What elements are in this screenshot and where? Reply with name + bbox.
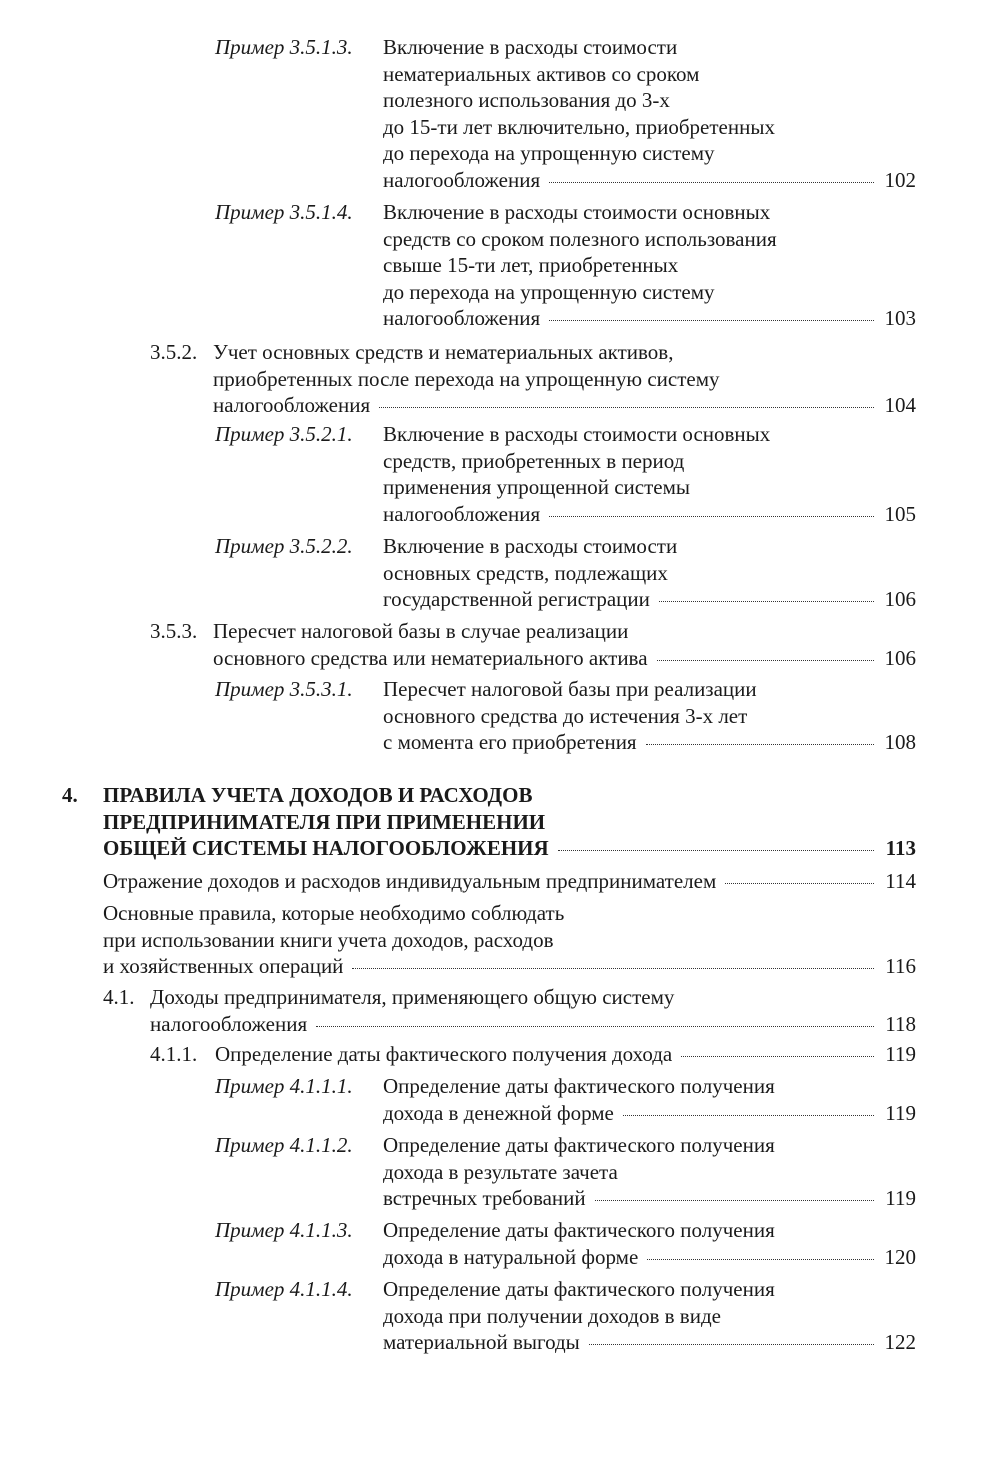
entry-leader-line bbox=[383, 1329, 916, 1356]
entry-title-line: Включение в расходы стоимости bbox=[383, 534, 678, 558]
entry-title-line: налогообложения bbox=[150, 1011, 308, 1036]
entry-title-line: Определение даты фактического получения bbox=[383, 1133, 775, 1157]
entry-leader-line bbox=[383, 501, 916, 528]
dot-leader bbox=[316, 1026, 874, 1027]
entry-title-line: Основные правила, которые необходимо соблюдать bbox=[103, 901, 565, 925]
entry-label: 4.1. bbox=[103, 985, 135, 1009]
dot-leader bbox=[681, 1056, 874, 1057]
entry-leader-line bbox=[215, 1041, 916, 1068]
entry-title-line: до перехода на упрощенную систему bbox=[383, 279, 715, 304]
entry-title-line: Включение в расходы стоимости основных bbox=[383, 422, 771, 446]
entry-label: Пример 4.1.1.2. bbox=[215, 1133, 353, 1157]
entry-leader-line bbox=[383, 1185, 916, 1212]
entry-title-line: и хозяйственных операций bbox=[103, 954, 344, 978]
entry-title-line: нематериальных активов со сроком bbox=[383, 61, 700, 86]
dot-leader bbox=[558, 850, 874, 851]
entry-title-line: основного средства или нематериального актива bbox=[213, 645, 648, 670]
entry-title-line: Определение даты фактического получения дохода bbox=[215, 1042, 673, 1066]
page-number: 102 bbox=[884, 167, 916, 192]
dot-leader bbox=[549, 320, 874, 321]
page-number: 104 bbox=[884, 393, 916, 417]
chapter-title-line: ПРЕДПРИНИМАТЕЛЯ ПРИ ПРИМЕНЕНИИ bbox=[103, 809, 546, 834]
entry-title-line: Пересчет налоговой базы в случае реализации bbox=[213, 619, 629, 643]
entry-title-line: средств, приобретенных в период bbox=[383, 448, 685, 473]
chapter-number: 4. bbox=[62, 783, 78, 807]
chapter-title-line: ПРАВИЛА УЧЕТА ДОХОДОВ И РАСХОДОВ bbox=[103, 783, 533, 807]
dot-leader bbox=[549, 182, 874, 183]
entry-title-line: государственной регистрации bbox=[383, 587, 650, 611]
entry-title-line: налогообложения bbox=[383, 306, 541, 330]
dot-leader bbox=[647, 1259, 874, 1260]
entry-title-line: средств со сроком полезного использования bbox=[383, 226, 777, 251]
page-number: 119 bbox=[885, 1186, 916, 1210]
page-number: 113 bbox=[885, 836, 916, 860]
dot-leader bbox=[725, 883, 874, 884]
entry-title-line: материальной выгоды bbox=[383, 1330, 580, 1354]
entry-title-line: Учет основных средств и нематериальных активов, bbox=[213, 340, 674, 364]
entry-title-line: налогообложения bbox=[213, 393, 371, 417]
entry-leader-line bbox=[383, 167, 916, 194]
page-number: 106 bbox=[884, 645, 916, 670]
page-number: 119 bbox=[885, 1100, 916, 1125]
entry-title-line: Определение даты фактического получения bbox=[383, 1218, 775, 1242]
entry-title-line: Отражение доходов и расходов индивидуальным предпринимателем bbox=[103, 869, 717, 893]
dot-leader bbox=[589, 1344, 874, 1345]
entry-leader-line bbox=[213, 392, 916, 419]
entry-title-line: применения упрощенной системы bbox=[383, 475, 691, 499]
page-number: 103 bbox=[884, 306, 916, 330]
entry-title-line: при использовании книги учета доходов, расходов bbox=[103, 927, 554, 952]
entry-title-line: дохода в натуральной форме bbox=[383, 1244, 639, 1269]
entry-title-line: основного средства до истечения 3-х лет bbox=[383, 703, 748, 728]
entry-label: Пример 4.1.1.4. bbox=[215, 1277, 353, 1301]
entry-title-line: Доходы предпринимателя, применяющего общую систему bbox=[150, 985, 675, 1009]
dot-leader bbox=[352, 968, 874, 969]
entry-title-line: приобретенных после перехода на упрощенную систему bbox=[213, 366, 720, 391]
entry-label: Пример 4.1.1.3. bbox=[215, 1218, 353, 1242]
entry-label: Пример 3.5.2.2. bbox=[215, 534, 353, 558]
dot-leader bbox=[657, 660, 874, 661]
entry-leader-line bbox=[383, 305, 916, 332]
page-number: 118 bbox=[885, 1011, 916, 1036]
entry-label: 4.1.1. bbox=[150, 1042, 198, 1066]
dot-leader bbox=[646, 744, 874, 745]
dot-leader bbox=[595, 1200, 874, 1201]
entry-label: 3.5.2. bbox=[150, 340, 198, 364]
entry-title-line: свыше 15-ти лет, приобретенных bbox=[383, 253, 679, 277]
entry-title-line: основных средств, подлежащих bbox=[383, 560, 668, 585]
entry-leader-line bbox=[383, 1100, 916, 1127]
entry-title-line: до перехода на упрощенную систему bbox=[383, 141, 715, 165]
entry-leader-line bbox=[383, 729, 916, 756]
entry-label: Пример 3.5.3.1. bbox=[215, 677, 353, 701]
entry-title-line: с момента его приобретения bbox=[383, 730, 637, 754]
entry-leader-line bbox=[103, 868, 916, 895]
page-number: 119 bbox=[885, 1042, 916, 1066]
entry-title-line: налогообложения bbox=[383, 167, 541, 192]
entry-title-line: встречных требований bbox=[383, 1186, 586, 1210]
entry-title-line: Определение даты фактического получения bbox=[383, 1074, 775, 1098]
entry-label: Пример 3.5.1.4. bbox=[215, 200, 353, 224]
entry-label: 3.5.3. bbox=[150, 619, 198, 643]
entry-title-line: Включение в расходы стоимости основных bbox=[383, 200, 771, 224]
entry-title-line: Определение даты фактического получения bbox=[383, 1277, 775, 1301]
entry-title-line: дохода при получении доходов в виде bbox=[383, 1303, 721, 1328]
entry-leader-line bbox=[103, 835, 916, 862]
dot-leader bbox=[659, 601, 874, 602]
entry-title-line: до 15-ти лет включительно, приобретенных bbox=[383, 114, 775, 139]
entry-title-line: полезного использования до 3-х bbox=[383, 88, 670, 112]
dot-leader bbox=[623, 1115, 874, 1116]
entry-leader-line bbox=[383, 1244, 916, 1271]
page-number: 120 bbox=[884, 1244, 916, 1269]
page-number: 106 bbox=[884, 587, 916, 611]
entry-title-line: дохода в денежной форме bbox=[383, 1100, 614, 1125]
entry-title-line: налогообложения bbox=[383, 501, 541, 526]
page-number: 108 bbox=[884, 730, 916, 754]
dot-leader bbox=[549, 516, 874, 517]
entry-title-line: Пересчет налоговой базы при реализации bbox=[383, 677, 757, 701]
page-number: 105 bbox=[884, 501, 916, 526]
entry-leader-line bbox=[103, 953, 916, 980]
page-number: 122 bbox=[884, 1330, 916, 1354]
entry-label: Пример 3.5.2.1. bbox=[215, 422, 353, 446]
entry-label: Пример 4.1.1.1. bbox=[215, 1074, 353, 1098]
entry-label: Пример 3.5.1.3. bbox=[215, 35, 353, 59]
page-number: 114 bbox=[885, 869, 916, 893]
entry-title-line: Включение в расходы стоимости bbox=[383, 35, 678, 59]
dot-leader bbox=[379, 407, 874, 408]
entry-leader-line bbox=[213, 645, 916, 672]
entry-leader-line bbox=[150, 1011, 916, 1038]
chapter-title-line: ОБЩЕЙ СИСТЕМЫ НАЛОГООБЛОЖЕНИЯ bbox=[103, 836, 549, 860]
entry-leader-line bbox=[383, 586, 916, 613]
entry-title-line: дохода в результате зачета bbox=[383, 1159, 618, 1184]
page-number: 116 bbox=[885, 954, 916, 978]
